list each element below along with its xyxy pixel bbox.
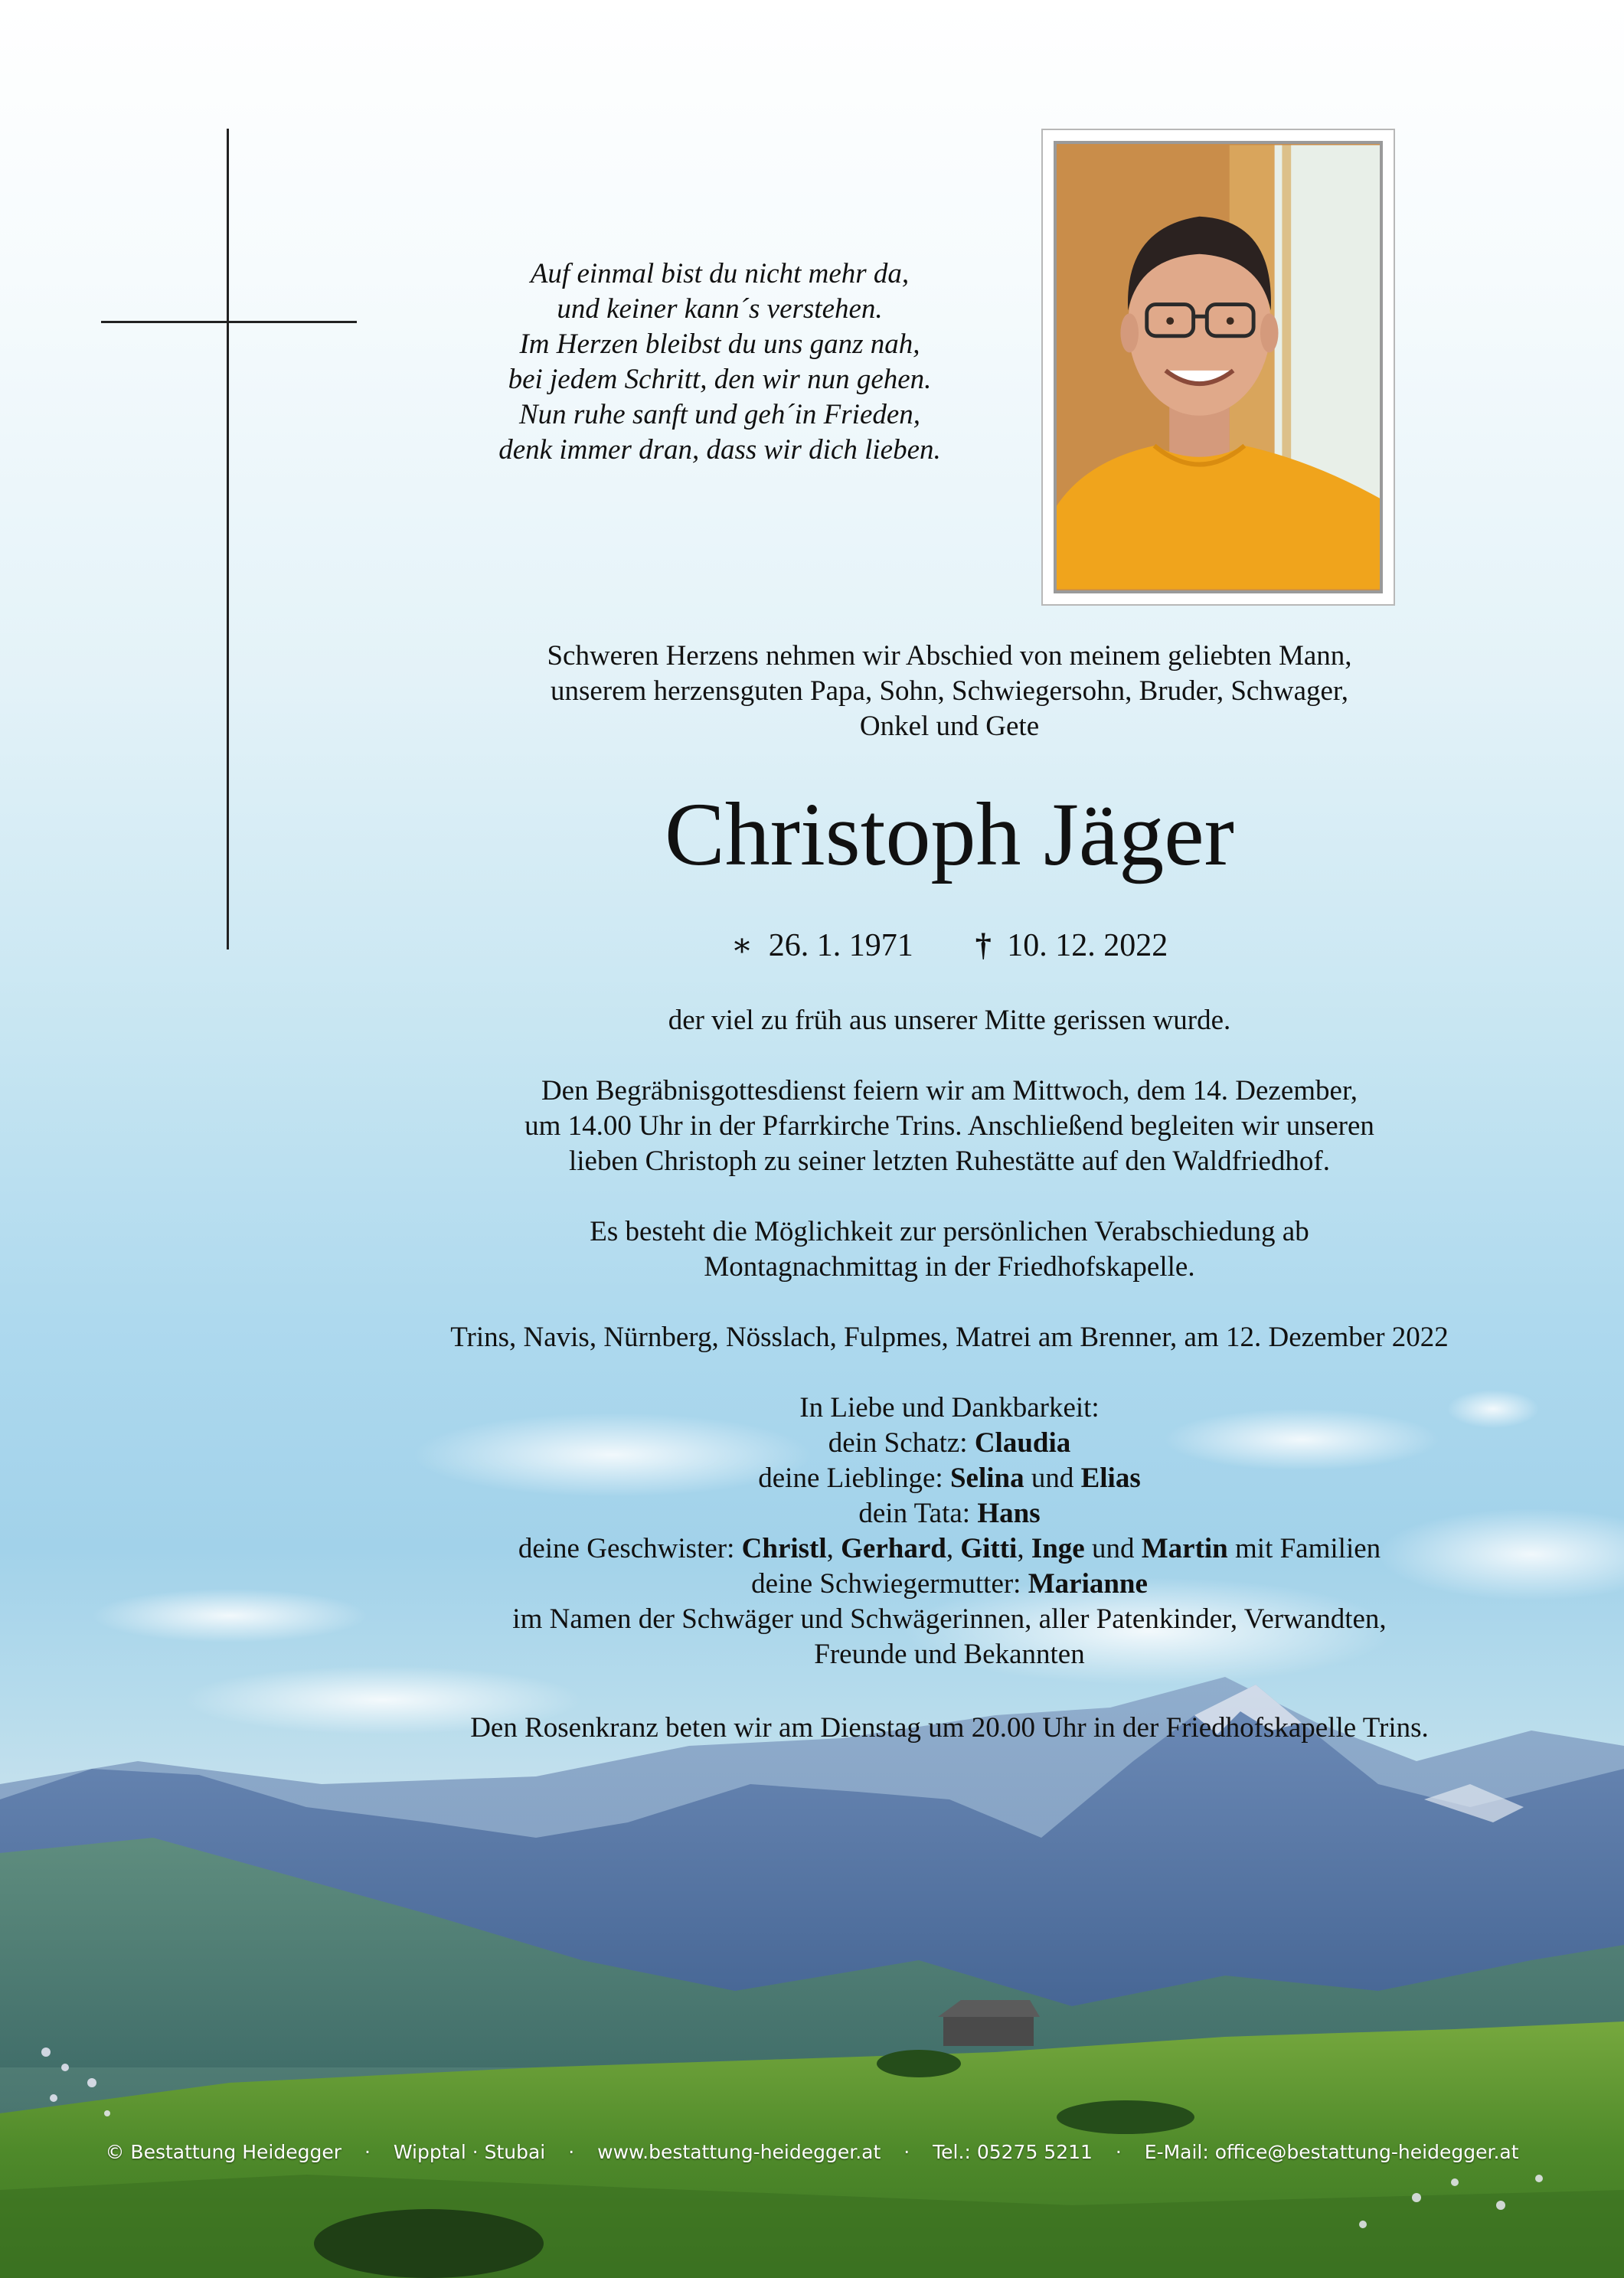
footer-separator: · (1115, 2141, 1122, 2163)
mourner-line: deine Schwiegermutter: Marianne (751, 1568, 1148, 1600)
mourner-line: deine Lieblinge: Selina und Elias (758, 1463, 1141, 1494)
place-date (337, 1320, 1562, 1355)
footer-company: © Bestattung Heidegger (105, 2141, 341, 2163)
poem-line: denk immer dran, dass wir dich lieben. (498, 434, 941, 466)
subtitle (337, 1003, 1562, 1038)
mourner-name: Marianne (1028, 1568, 1148, 1600)
mountain-hut (938, 2000, 1040, 2046)
mourner-line: dein Schatz: Claudia (828, 1427, 1071, 1459)
portrait-photo-frame (1041, 129, 1395, 606)
portrait-photo (1054, 141, 1383, 593)
place-date-line: Trins, Navis, Nürnberg, Nösslach, Fulpmes, Matrei am Brenner, am 12. Dezember 2022 (450, 1322, 1449, 1353)
mourner-name: Inge (1031, 1533, 1085, 1564)
intro-text (337, 639, 1562, 744)
mourner-name: Christl (741, 1533, 827, 1564)
deceased-name: Christoph Jäger (665, 784, 1234, 884)
farewell-info (337, 1214, 1562, 1285)
mourner-line: im Namen der Schwäger und Schwägerinnen, aller Patenkinder, Verwandten, (512, 1603, 1387, 1635)
mourner-name: Selina (949, 1463, 1024, 1494)
funeral-line: lieben Christoph zu seiner letzten Ruhestätte auf den Waldfriedhof. (569, 1146, 1330, 1177)
mourner-name: Gerhard (841, 1533, 946, 1564)
mourner-line: dein Tata: Hans (858, 1498, 1041, 1529)
cross-icon-vertical (227, 129, 229, 949)
poem-line: Nun ruhe sanft und geh´in Frieden, (518, 399, 921, 430)
birth-date: 26. 1. 1971 (768, 928, 913, 963)
farewell-line: Montagnachmittag in der Friedhofskapelle. (704, 1251, 1195, 1283)
mourner-line: Freunde und Bekannten (814, 1639, 1085, 1670)
footer-separator: · (568, 2141, 575, 2163)
poem-line: Im Herzen bleibst du uns ganz nah, (519, 328, 920, 360)
funeral-info (337, 1074, 1562, 1179)
mourners-heading: In Liebe und Dankbarkeit: (799, 1392, 1100, 1423)
mourner-name: Martin (1141, 1533, 1228, 1564)
mourner-name: Claudia (974, 1427, 1071, 1459)
poem-line: und keiner kann´s verstehen. (557, 293, 883, 325)
subtitle-line: der viel zu früh aus unserer Mitte gerissen wurde. (668, 1005, 1231, 1036)
funeral-line: Den Begräbnisgottesdienst feiern wir am Mittwoch, dem 14. Dezember, (541, 1075, 1358, 1106)
bush (877, 2050, 961, 2077)
footer-phone: Tel.: 05275 5211 (933, 2141, 1093, 2163)
intro-line: unserem herzensguten Papa, Sohn, Schwiegersohn, Bruder, Schwager, (550, 675, 1349, 707)
bush (314, 2209, 544, 2278)
death-cross-icon: † (975, 928, 992, 963)
footer-separator: · (364, 2141, 371, 2163)
cross-icon-horizontal (101, 321, 357, 323)
mourner-name: Elias (1080, 1463, 1141, 1494)
footer-separator: · (903, 2141, 910, 2163)
footer-email-link[interactable]: E-Mail: office@bestattung-heidegger.at (1144, 2141, 1519, 2163)
rosary-line: Den Rosenkranz beten wir am Dienstag um 20.00 Uhr in der Friedhofskapelle Trins. (470, 1712, 1429, 1744)
funeral-line: um 14.00 Uhr in der Pfarrkirche Trins. Anschließend begleiten wir unseren (524, 1110, 1374, 1142)
intro-line: Onkel und Gete (859, 711, 1040, 742)
rosary-info (337, 1711, 1562, 1746)
mourner-line: deine Geschwister: Christl, Gerhard, Gitti, Inge und Martin mit Familien (518, 1533, 1381, 1564)
mourner-name: Hans (977, 1498, 1041, 1529)
portrait-illustration (1057, 144, 1380, 590)
mourner-name: Gitti (960, 1533, 1018, 1564)
poem-line: bei jedem Schritt, den wir nun gehen. (508, 364, 932, 395)
mourners (337, 1391, 1562, 1672)
footer-region: Wipptal · Stubai (393, 2141, 546, 2163)
farewell-line: Es besteht die Möglichkeit zur persönlichen Verabschiedung ab (590, 1216, 1309, 1247)
intro-line: Schweren Herzens nehmen wir Abschied von meinem geliebten Mann, (547, 640, 1352, 672)
bush (1057, 2100, 1194, 2134)
footer (0, 2141, 1624, 2163)
poem-line: Auf einmal bist du nicht mehr da, (530, 258, 910, 289)
footer-website-link[interactable]: www.bestattung-heidegger.at (597, 2141, 881, 2163)
cloud (92, 1589, 368, 1642)
poem (413, 257, 1026, 468)
death-date: 10. 12. 2022 (1007, 928, 1168, 963)
birth-star-icon: ∗ (730, 928, 753, 963)
life-dates (490, 927, 1409, 965)
